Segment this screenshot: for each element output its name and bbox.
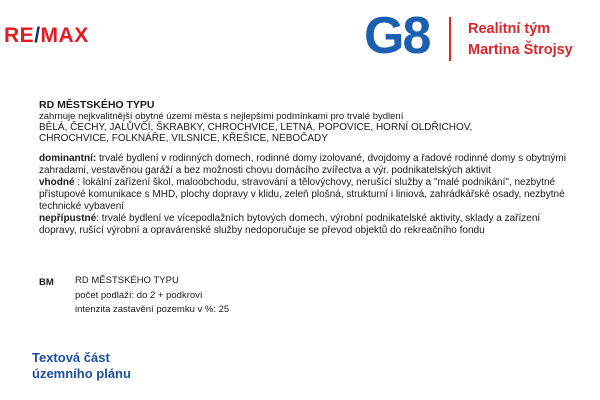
unsuitable-text: : trvalé bydlení ve vícepodlažních bytových domech, výrobní podnikatelské aktivity, sklady a zařízení dopravy, rušící výrobní a opravárenské služby nedoporučuje se převod objektů do rekreačního fondu xyxy=(39,213,541,236)
remax-logo-max: MAX xyxy=(40,24,89,47)
g8-logo: G8 xyxy=(364,7,430,65)
document-subtitle: zahrnuje nejkvalitnější obytné území města s nejlepšími podmínkami pro trvalé bydlení xyxy=(39,111,404,122)
footer-line-2: územního plánu xyxy=(32,366,131,381)
team-line-1: Realitní tým xyxy=(468,21,551,37)
bm-details xyxy=(75,274,325,318)
team-name xyxy=(468,19,573,61)
unsuitable-paragraph xyxy=(39,213,579,237)
remax-logo-re: RE xyxy=(4,24,35,47)
usage-rules xyxy=(39,153,579,237)
zoning-document xyxy=(39,99,579,237)
places-line-1: BĚLÁ, ČECHY, JALŮVČÍ, ŠKRABKY, CHROCHVICE, LETNÁ, POPOVICE, HORNÍ OLDŘICHOV, xyxy=(39,122,473,133)
bm-line-2: počet podlaží: do 2 + podkroví xyxy=(75,289,203,301)
dominant-paragraph xyxy=(39,153,579,177)
header-divider xyxy=(449,17,451,61)
suitable-paragraph xyxy=(39,177,579,213)
remax-logo xyxy=(4,24,89,48)
unsuitable-label: nepřípustné xyxy=(39,213,97,224)
document-title: RD MĚSTSKÉHO TYPU xyxy=(39,99,155,111)
dominant-text: trvalé bydlení v rodinných domech, rodinné domy izolované, dvojdomy a řadové rodinné domy s obytnými zahradami, vestavěnou garáží a bez možnosti chovu domácího zvířectva a výr. podnikatelských aktivit xyxy=(39,153,566,176)
places-line-2: CHROCHVICE, FOLKNÁŘE, VILSNICE, KŘEŠICE, NEBOČADY xyxy=(39,133,328,144)
team-line-2: Martina Štrojsy xyxy=(468,42,573,58)
bm-line-3: intenzita zastavění pozemku v %: 25 xyxy=(75,304,230,315)
bm-code: BM xyxy=(39,277,54,288)
suitable-text: : lokální zařízení škol, maloobchodu, stravování a tělovýchovy, nerušící služby a "malé podnikání", nezbytné přístupové komunikace s MHD, plochy dopravy v klidu, zeleň plošná, strukturní i liniová, zahrádkářské osady, nezbytné technické vybavení xyxy=(39,177,565,212)
dominant-label: dominantní: xyxy=(39,153,97,164)
footer-line-1: Textová část xyxy=(32,350,110,365)
bm-line-1: RD MĚSTSKÉHO TYPU xyxy=(75,275,179,286)
footer-caption xyxy=(32,350,131,382)
suitable-label: vhodné xyxy=(39,177,75,188)
remax-logo-slash: / xyxy=(34,24,41,47)
